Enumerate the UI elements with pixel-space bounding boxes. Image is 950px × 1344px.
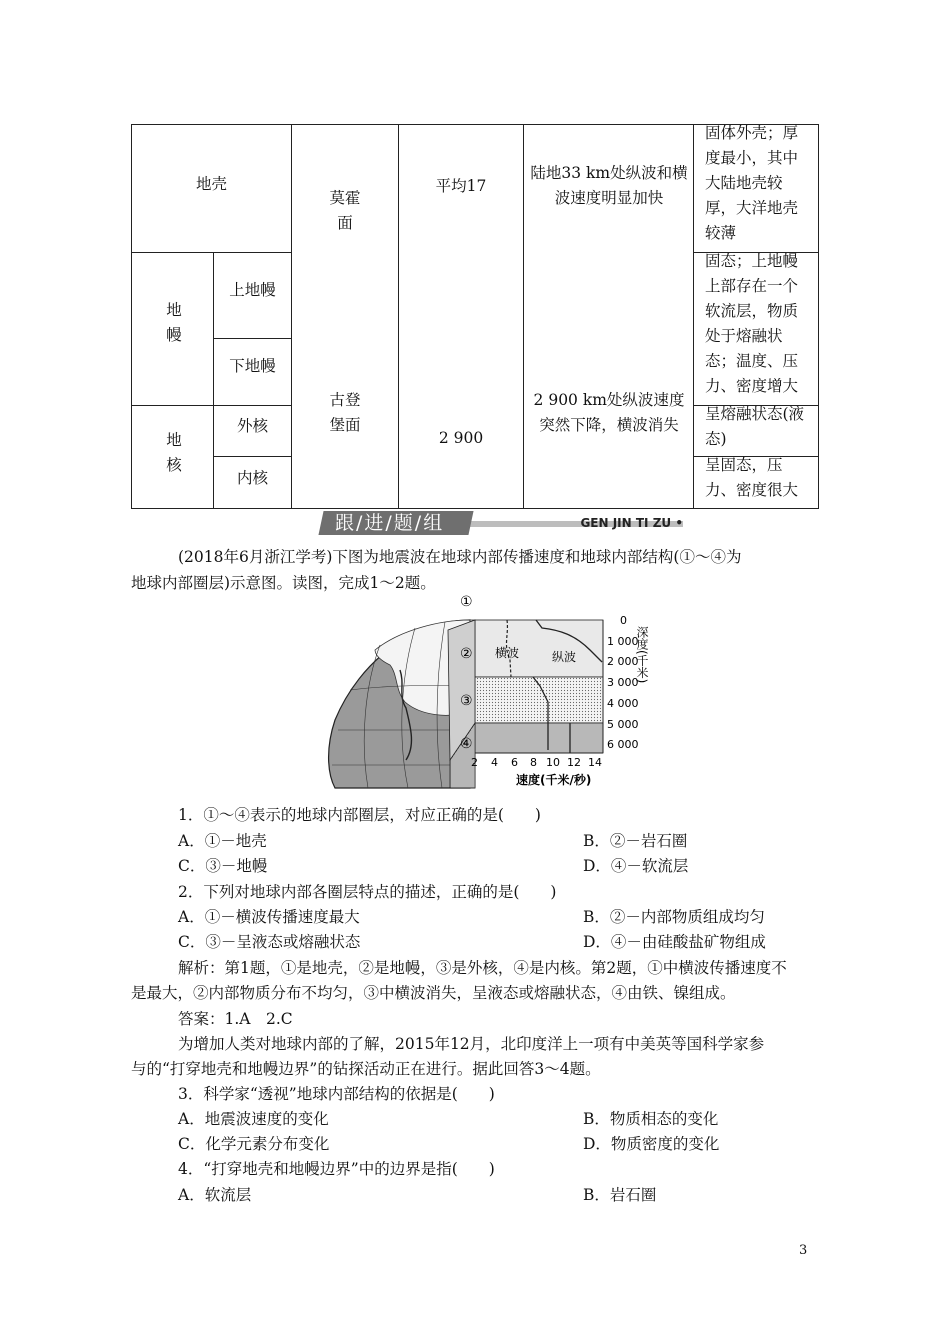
q2-option-c[interactable]: C．③－呈液态或熔融状态 (178, 933, 361, 951)
layer-label-3: ③ (460, 693, 473, 709)
cell-moho-depth: 平均17 (435, 177, 487, 195)
cell-outer-core-desc: 呈熔融状态(液态) (705, 405, 805, 448)
structure-table (0, 0, 950, 515)
q1-option-a[interactable]: A．①－地壳 (178, 832, 267, 850)
cell-core: 地核 (166, 431, 182, 474)
cell-inner-core-desc: 呈固态，压力、密度很大 (705, 456, 799, 499)
depth-tick-5: 5 000 (607, 718, 639, 731)
analysis-line1: 解析：第1题，①是地壳，②是地幔，③是外核，④是内核。第2题，①中横波传播速度不 (178, 959, 787, 977)
layer-label-4: ④ (460, 736, 473, 752)
q4-stem: 4．“打穿地壳和地幔边界”中的边界是指( ) (178, 1160, 495, 1178)
q1-option-b[interactable]: B．②－岩石圈 (583, 832, 688, 850)
q4-option-b[interactable]: B．岩石圈 (583, 1186, 657, 1204)
speed-tick-12: 12 (567, 756, 581, 769)
cell-gutenberg: 古登堡面 (329, 391, 361, 434)
speed-axis-label: 速度(千米/秒) (516, 773, 592, 787)
speed-tick-10: 10 (546, 756, 560, 769)
seismic-wave-figure (320, 590, 680, 800)
intro1-line2: 地球内部圈层)示意图。读图，完成1～2题。 (131, 574, 436, 592)
banner-title: 跟/进/题/组 (335, 512, 445, 534)
depth-tick-0: 0 (620, 614, 627, 627)
q1-stem: 1．①～④表示的地球内部圈层，对应正确的是( ) (178, 806, 541, 824)
intro2-line1: 为增加人类对地球内部的了解，2015年12月，北印度洋上一项有中美英等国科学家参 (178, 1035, 765, 1053)
q3-option-d[interactable]: D．物质密度的变化 (583, 1135, 720, 1153)
page-number: 3 (799, 1243, 808, 1258)
intro2-line2: 与的“打穿地壳和地幔边界”的钻探活动正在进行。据此回答3～4题。 (131, 1060, 601, 1078)
intro1-line1: (2018年6月浙江学考)下图为地震波在地球内部传播速度和地球内部结构(①～④为 (178, 548, 742, 566)
analysis-line2: 是最大，②内部物质分布不均匀，③中横波消失，呈液态或熔融状态，④由铁、镍组成。 (131, 984, 736, 1002)
q2-stem: 2．下列对地球内部各圈层特点的描述，正确的是( ) (178, 883, 557, 901)
q4-option-a[interactable]: A．软流层 (178, 1186, 252, 1204)
depth-tick-3: 3 000 (607, 676, 639, 689)
cell-gutenberg-depth: 2 900 (438, 429, 484, 447)
layer-label-1: ① (460, 594, 473, 610)
cell-mantle-desc: 固态；上地幔上部存在一个软流层，物质处于熔融状态；温度、压力、密度增大 (705, 252, 799, 395)
depth-axis-label: 深度(千米) (635, 626, 649, 684)
speed-tick-6: 6 (511, 756, 518, 769)
cell-gutenberg-wave: 2 900 km处纵波速度突然下降，横波消失 (533, 391, 685, 434)
cell-upper-mantle: 上地幔 (229, 281, 276, 299)
q3-stem: 3．科学家“透视”地球内部结构的依据是( ) (178, 1085, 495, 1103)
answer-line: 答案：1.A 2.C (178, 1010, 293, 1028)
speed-tick-14: 14 (588, 756, 602, 769)
q1-option-d[interactable]: D．④－软流层 (583, 857, 689, 875)
cell-outer-core: 外核 (236, 417, 268, 435)
cell-moho-wave: 陆地33 km处纵波和横波速度明显加快 (530, 164, 688, 207)
speed-tick-8: 8 (530, 756, 537, 769)
layer-label-2: ② (460, 646, 473, 662)
cell-inner-core: 内核 (236, 469, 268, 487)
speed-tick-2: 2 (471, 756, 478, 769)
cell-moho: 莫霍面 (329, 189, 361, 232)
q2-option-b[interactable]: B．②－内部物质组成均匀 (583, 908, 765, 926)
cell-mantle: 地幔 (166, 301, 182, 344)
depth-tick-4: 4 000 (607, 697, 639, 710)
p-wave-label: 纵波 (552, 650, 577, 664)
q2-option-d[interactable]: D．④－由硅酸盐矿物组成 (583, 933, 766, 951)
depth-tick-6: 6 000 (607, 738, 639, 751)
cell-lower-mantle: 下地幔 (229, 357, 276, 375)
cell-crust: 地壳 (195, 175, 227, 193)
q3-option-c[interactable]: C．化学元素分布变化 (178, 1135, 330, 1153)
banner-english: GEN JIN TI ZU • (580, 516, 683, 530)
q2-option-a[interactable]: A．①－横波传播速度最大 (178, 908, 360, 926)
s-wave-label: 横波 (495, 646, 520, 660)
cell-crust-desc: 固体外壳；厚度最小，其中大陆地壳较厚，大洋地壳较薄 (705, 124, 799, 242)
speed-tick-4: 4 (491, 756, 498, 769)
section-banner (313, 511, 683, 535)
depth-tick-2: 2 000 (607, 655, 639, 668)
q3-option-a[interactable]: A．地震波速度的变化 (178, 1110, 329, 1128)
depth-tick-1: 1 000 (607, 635, 639, 648)
q3-option-b[interactable]: B．物质相态的变化 (583, 1110, 719, 1128)
q1-option-c[interactable]: C．③－地幔 (178, 857, 268, 875)
